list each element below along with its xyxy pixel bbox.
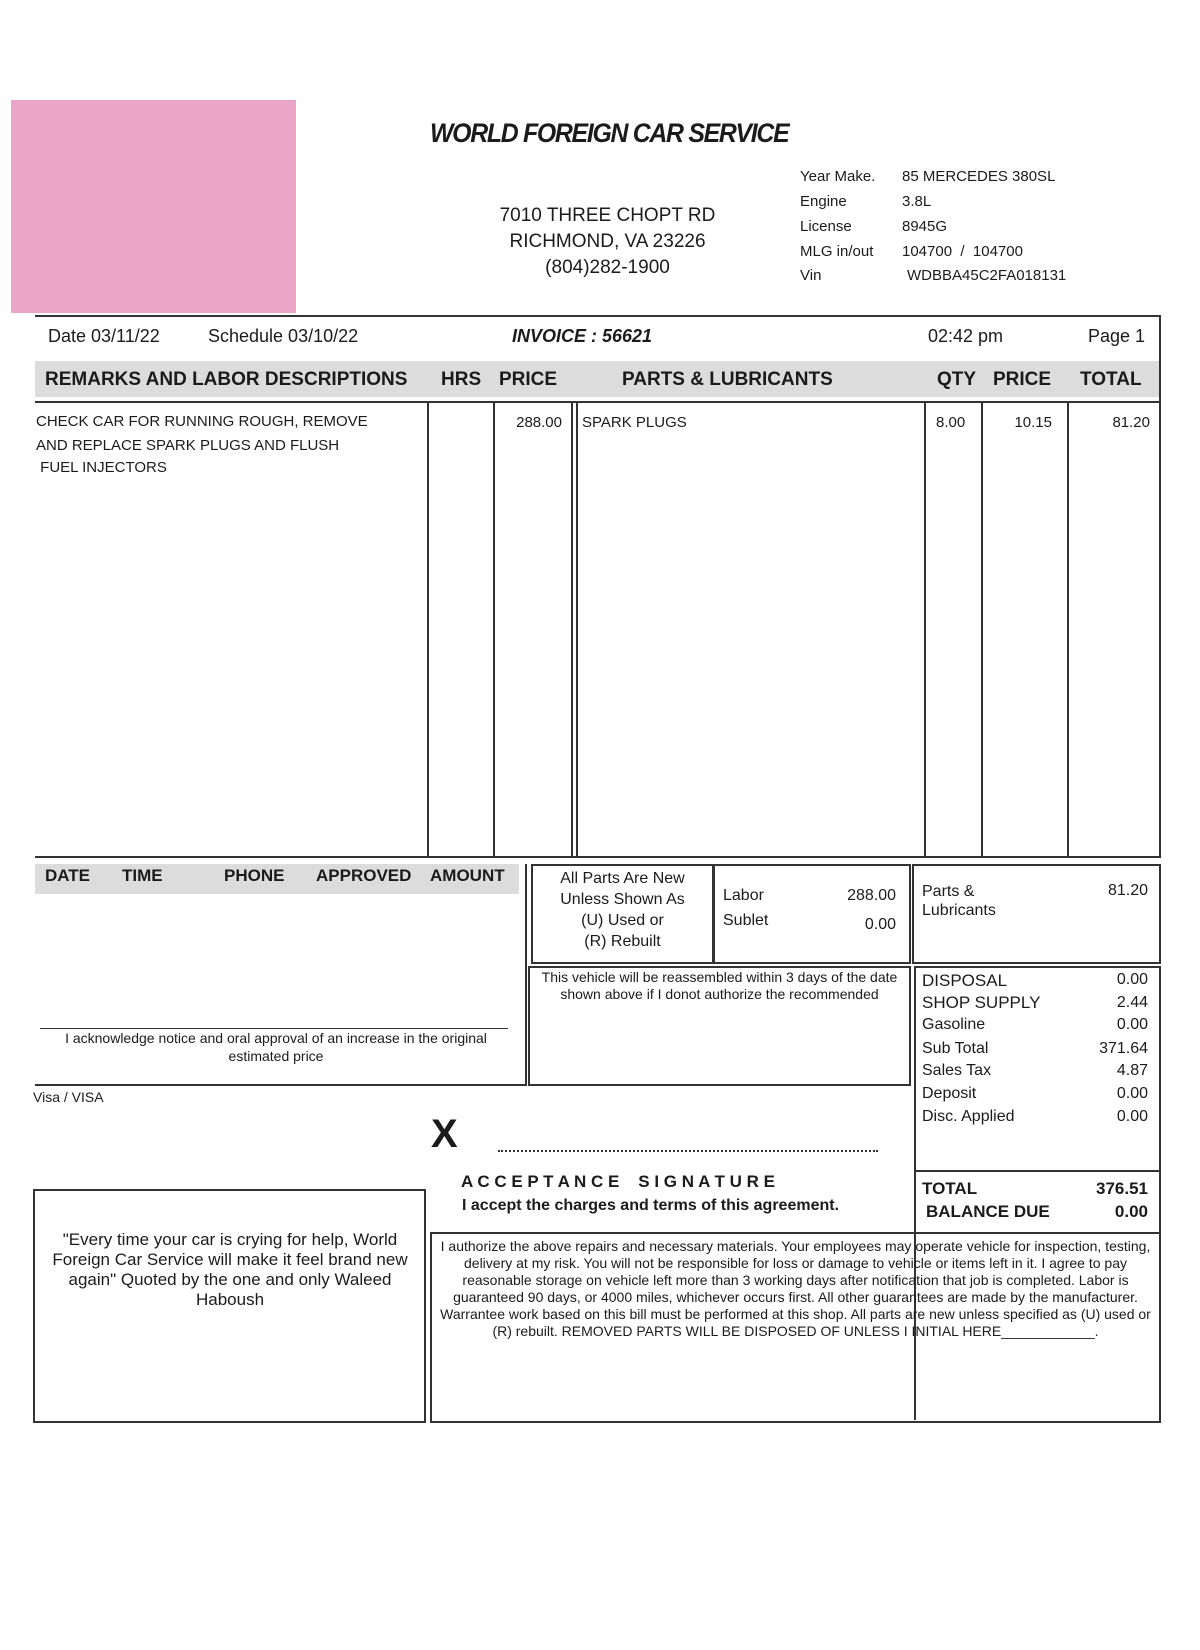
vehicle-year-make-value: 85 MERCEDES 380SL bbox=[902, 168, 1056, 185]
approval-phone-header: PHONE bbox=[224, 866, 285, 885]
total-disc-applied-label: Disc. Applied bbox=[922, 1108, 1015, 1125]
col-hrs-header: HRS bbox=[441, 369, 482, 390]
col-qty-header: QTY bbox=[937, 369, 977, 390]
total-shop-supply-value: 2.44 bbox=[1116, 994, 1148, 1011]
col-divider bbox=[427, 401, 429, 856]
parts-summary-value: 81.20 bbox=[1107, 882, 1148, 899]
labor-line: AND REPLACE SPARK PLUGS AND FLUSH bbox=[36, 437, 340, 454]
acceptance-signature-title: A C C E P T A N C E S I G N A T U R E bbox=[461, 1172, 775, 1191]
col-price-header: PRICE bbox=[499, 369, 558, 390]
address-line-2: RICHMOND, VA 23226 bbox=[509, 231, 706, 252]
col-total-header: TOTAL bbox=[1080, 369, 1142, 390]
parts-notice bbox=[533, 868, 712, 952]
parts-summary-label-line: Parts & bbox=[922, 883, 975, 900]
invoice-time: 02:42 pm bbox=[928, 326, 1004, 346]
col-divider bbox=[571, 401, 573, 856]
acknowledge-text: I acknowledge notice and oral approval of an increase in the original estimated price bbox=[65, 1030, 487, 1064]
part-qty: 8.00 bbox=[936, 414, 966, 431]
part-price: 10.15 bbox=[1014, 414, 1052, 431]
labor-price: 288.00 bbox=[516, 414, 562, 431]
total-gasoline-label: Gasoline bbox=[922, 1016, 986, 1033]
parts-notice-line: (U) Used or bbox=[581, 912, 664, 929]
approval-approved-header: APPROVED bbox=[316, 866, 412, 885]
grand-total-rule bbox=[914, 1170, 1161, 1172]
redaction-block bbox=[11, 100, 296, 313]
col-divider bbox=[1067, 401, 1069, 856]
signature-x-mark: X bbox=[431, 1112, 458, 1156]
address-line-1: 7010 THREE CHOPT RD bbox=[499, 205, 716, 226]
invoice-number: INVOICE : 56621 bbox=[512, 326, 653, 346]
sublet-label: Sublet bbox=[723, 912, 769, 929]
total-disposal-value: 0.00 bbox=[1116, 971, 1148, 988]
approval-amount-header: AMOUNT bbox=[430, 866, 505, 885]
total-disc-applied-value: 0.00 bbox=[1116, 1108, 1148, 1125]
terms-text: I authorize the above repairs and necessary materials. Your employees may operate vehicle for inspection, testing, delivery at my risk. You will not be responsible for loss or damage to vehicle or items left in it. I agree to pay reasonable storage on vehicle left more than 3 working days after notification that job is completed. Labor is guaranteed 90 days, or 4000 miles, whichever occurs first. All other guarantees are made by the manufacturer. Warrantee work based on this bill must be performed at this shop. All parts are new unless specified as (U) used or (R) rebuilt. REMOVED PARTS WILL BE DISPOSED OF UNLESS I INITIAL HERE____________. bbox=[440, 1238, 1151, 1339]
col-divider bbox=[576, 401, 578, 856]
shop-phone: (804)282-1900 bbox=[545, 257, 670, 278]
col-divider bbox=[981, 401, 983, 856]
col-divider bbox=[924, 401, 926, 856]
reassembly-notice: This vehicle will be reassembled within 3 days of the date shown above if I donot authorize the recommended bbox=[541, 969, 898, 1002]
vehicle-vin-label: Vin bbox=[800, 267, 822, 284]
parts-notice-line: All Parts Are New bbox=[560, 870, 685, 887]
payment-method: Visa / VISA bbox=[33, 1089, 104, 1105]
approval-time-header: TIME bbox=[122, 866, 163, 885]
header-right-border bbox=[1159, 315, 1161, 361]
part-total: 81.20 bbox=[1112, 414, 1150, 431]
acceptance-statement: I accept the charges and terms of this agreement. bbox=[462, 1197, 840, 1214]
shop-address bbox=[470, 203, 745, 281]
labor-line: CHECK CAR FOR RUNNING ROUGH, REMOVE bbox=[36, 413, 368, 430]
shop-quote: "Every time your car is crying for help, World Foreign Car Service will make it feel brand new again" Quoted by the one and only Waleed Haboush bbox=[52, 1230, 408, 1309]
invoice-page: Page 1 bbox=[1088, 326, 1146, 346]
vehicle-engine-value: 3.8L bbox=[902, 193, 932, 210]
company-name: WORLD FOREIGN CAR SERVICE bbox=[430, 118, 789, 148]
total-deposit-label: Deposit bbox=[922, 1085, 977, 1102]
table-top-rule bbox=[35, 401, 1161, 403]
parts-notice-line: Unless Shown As bbox=[560, 891, 685, 908]
table-right-border bbox=[1159, 361, 1161, 856]
col-remarks-header: REMARKS AND LABOR DESCRIPTIONS bbox=[45, 369, 408, 390]
parts-summary-label bbox=[922, 882, 996, 920]
vehicle-engine-label: Engine bbox=[800, 193, 847, 210]
sublet-value: 0.00 bbox=[864, 916, 896, 933]
total-subtotal-label: Sub Total bbox=[922, 1040, 989, 1057]
total-disposal-label: DISPOSAL bbox=[922, 971, 1008, 990]
grand-total-label: TOTAL bbox=[922, 1179, 978, 1198]
total-shop-supply-label: SHOP SUPPLY bbox=[922, 993, 1041, 1012]
invoice-date: Date 03/11/22 bbox=[48, 326, 160, 346]
labor-summary-label: Labor bbox=[723, 887, 764, 904]
balance-due-label: BALANCE DUE bbox=[926, 1202, 1050, 1221]
vehicle-license-value: 8945G bbox=[902, 218, 948, 235]
vehicle-mileage-label: MLG in/out bbox=[800, 243, 874, 260]
labor-line: FUEL INJECTORS bbox=[36, 459, 167, 476]
totals-top-rule bbox=[914, 966, 1161, 968]
table-bottom-rule bbox=[35, 856, 1161, 858]
vehicle-year-make-label: Year Make. bbox=[800, 168, 876, 185]
col-parts-header: PARTS & LUBRICANTS bbox=[622, 369, 833, 390]
col-divider bbox=[493, 401, 495, 856]
total-subtotal-value: 371.64 bbox=[1099, 1040, 1148, 1057]
header-rule bbox=[35, 315, 1161, 317]
parts-notice-line: (R) Rebuilt bbox=[584, 933, 661, 950]
approval-bottom-rule bbox=[35, 1084, 525, 1086]
total-deposit-value: 0.00 bbox=[1116, 1085, 1148, 1102]
vehicle-license-label: License bbox=[800, 218, 852, 235]
part-name: SPARK PLUGS bbox=[582, 414, 687, 431]
invoice-schedule: Schedule 03/10/22 bbox=[208, 326, 359, 346]
grand-total-value: 376.51 bbox=[1096, 1179, 1148, 1198]
signature-line[interactable] bbox=[498, 1150, 878, 1152]
col-parts-price-header: PRICE bbox=[993, 369, 1052, 390]
approval-date-header: DATE bbox=[45, 866, 91, 885]
total-sales-tax-value: 4.87 bbox=[1116, 1062, 1148, 1079]
total-gasoline-value: 0.00 bbox=[1116, 1016, 1148, 1033]
balance-due-value: 0.00 bbox=[1114, 1202, 1148, 1221]
total-sales-tax-label: Sales Tax bbox=[922, 1062, 992, 1079]
labor-summary-value: 288.00 bbox=[847, 887, 896, 904]
parts-summary-label-line: Lubricants bbox=[922, 902, 996, 919]
vehicle-mileage-value: 104700 / 104700 bbox=[902, 243, 1023, 260]
approval-right-border bbox=[525, 864, 527, 1086]
vehicle-vin-value: WDBBA45C2FA018131 bbox=[907, 267, 1067, 284]
